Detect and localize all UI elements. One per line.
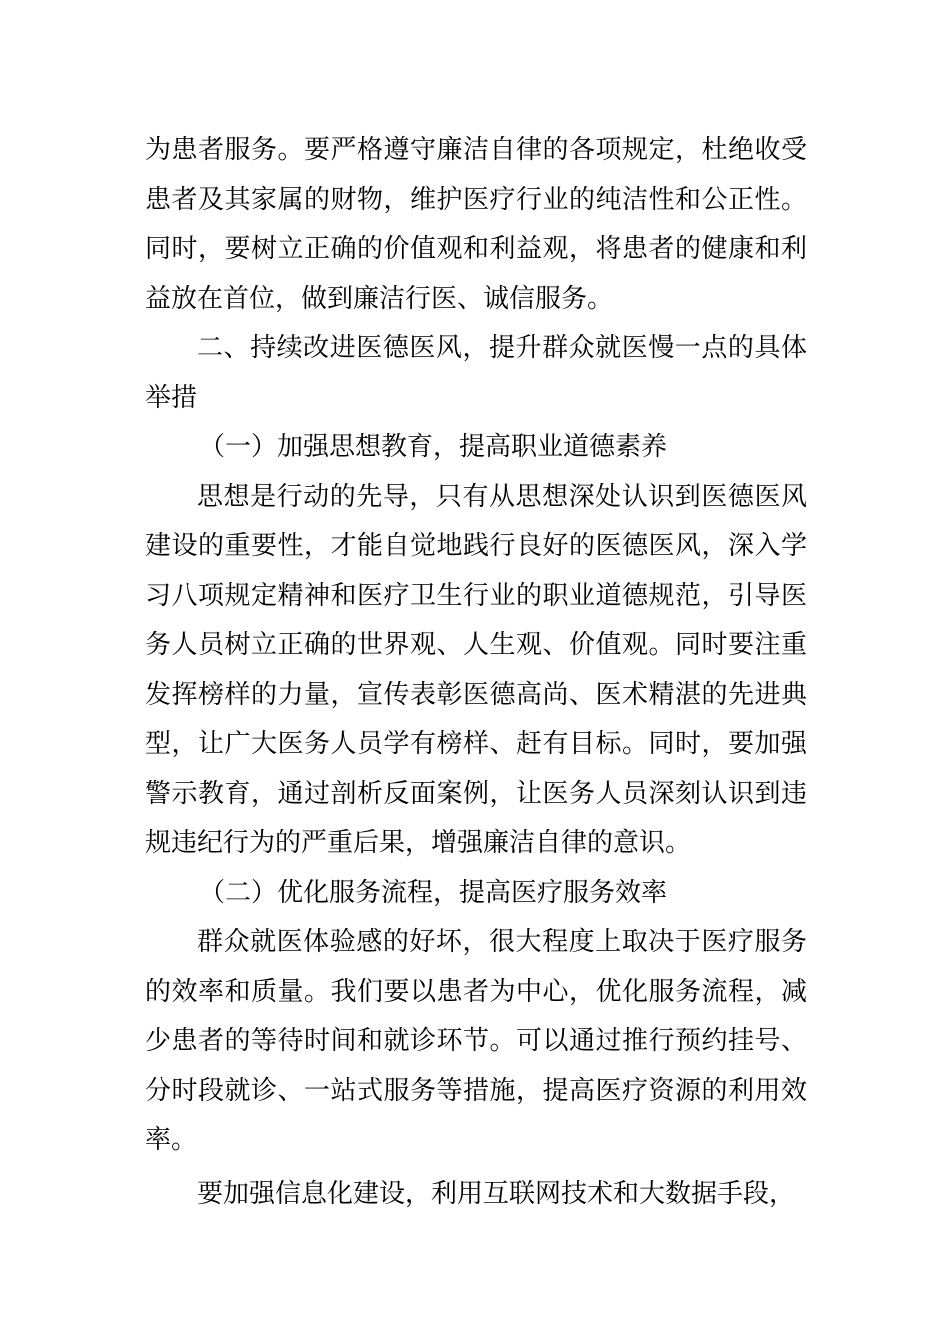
paragraph-service-process: 群众就医体验感的好坏，很大程度上取决于医疗服务的效率和质量。我们要以患者为中心，优化服务流程，减少患者的等待时间和就诊环节。可以通过推行预约挂号、分时段就诊、一站式服务等措施，提高医疗资源的利用效率。 xyxy=(145,927,807,1155)
paragraph-continuation: 为患者服务。要严格遵守廉洁自律的各项规定，杜绝收受患者及其家属的财物，维护医疗行业的纯洁性和公正性。同时，要树立正确的价值观和利益观，将患者的健康和利益放在首位，做到廉洁行医、诚信服务。 xyxy=(145,135,807,314)
section-heading-2: 二、持续改进医德医风，提升群众就医慢一点的具体举措 xyxy=(145,333,807,413)
paragraph-ideology-education: 思想是行动的先导，只有从思想深处认识到医德医风建设的重要性，才能自觉地践行良好的医德医风，深入学习八项规定精神和医疗卫生行业的职业道德规范，引导医务人员树立正确的世界观、人生观、价值观。同时要注重发挥榜样的力量，宣传表彰医德高尚、医术精湛的先进典型，让广大医务人员学有榜样、赶有目标。同时，要加强警示教育，通过剖析反面案例，让医务人员深刻认识到违规违纪行为的严重后果，增强廉洁自律的意识。 xyxy=(145,481,807,858)
subsection-heading-2: （二）优化服务流程，提高医疗服务效率 xyxy=(199,877,668,908)
subsection-heading-1: （一）加强思想教育，提高职业道德素养 xyxy=(199,432,668,462)
document-body xyxy=(145,126,807,1219)
paragraph-informatization: 要加强信息化建设，利用互联网技术和大数据手段， xyxy=(197,1178,796,1209)
